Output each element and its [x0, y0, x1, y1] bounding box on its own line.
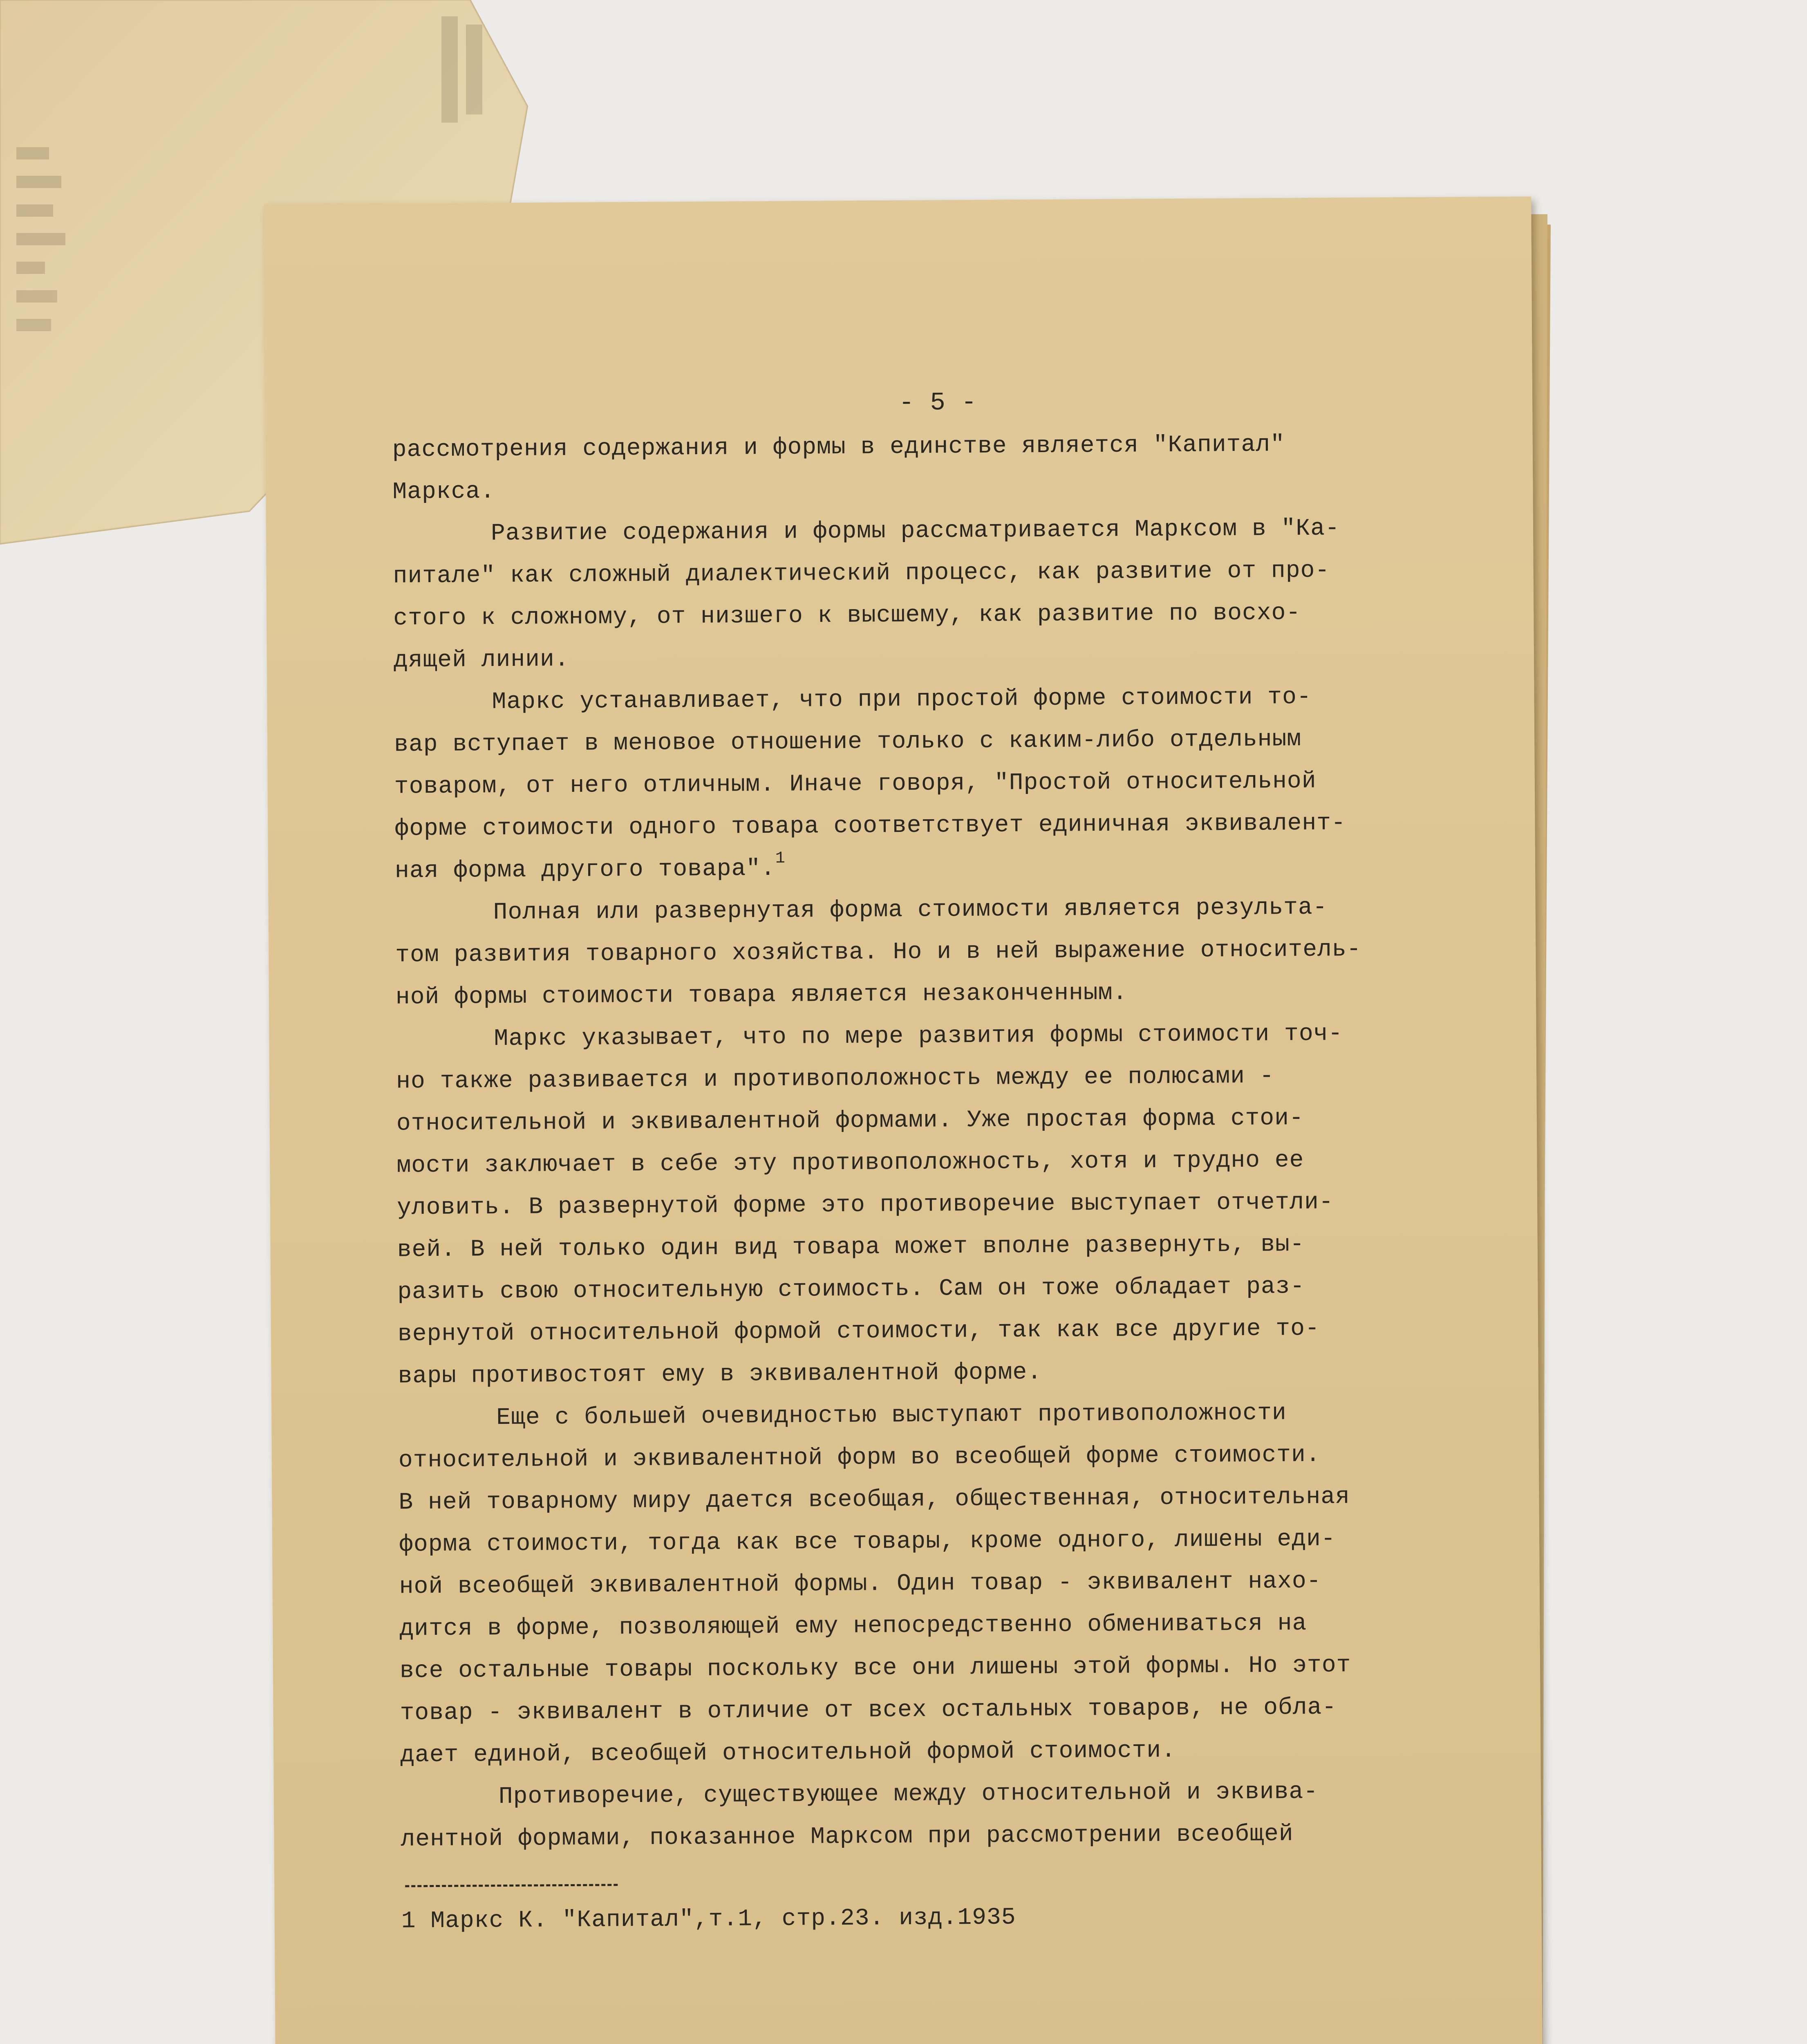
text-line: но также развивается и противоположность между ее полюсами - — [396, 1063, 1274, 1095]
text-line: Развитие содержания и формы рассматривается Марксом в "Ка- — [490, 515, 1340, 547]
text-line: форме стоимости одного товара соответствует единичная эквивалент- — [394, 810, 1346, 843]
text-line: Еще с большей очевидностью выступают противоположности — [496, 1400, 1287, 1432]
text-line: дится в форме, позволяющей ему непосредственно обмениваться на — [399, 1610, 1307, 1643]
text-line: дящей линии. — [393, 646, 569, 674]
text-line: Маркс устанавливает, что при простой форме стоимости то- — [492, 684, 1312, 716]
text-line: относительной и эквивалентной форм во всеобщей форме стоимости. — [398, 1441, 1321, 1474]
typed-page — [264, 197, 1543, 2044]
text-line: дает единой, всеобщей относительной формой стоимости. — [400, 1737, 1176, 1769]
text-line: рассмотрения содержания и формы в единстве является "Капитал" — [392, 431, 1285, 464]
text-line: товаром, от него отличным. Иначе говоря, "Простой относительной — [394, 768, 1317, 800]
text-line: вар вступает в меновое отношение только с каким-либо отдельным — [394, 726, 1302, 758]
text-line: ной формы стоимости товара является незаконченным. — [395, 979, 1128, 1011]
text-line: стого к сложному, от низшего к высшему, как развитие по восхо- — [393, 600, 1301, 632]
text-line: лентной формами, показанное Марксом при рассмотрении всеобщей — [401, 1821, 1294, 1853]
text-line: Полная или развернутая форма стоимости является результа- — [493, 894, 1328, 926]
text-line: вернутой относительной формой стоимости, так как все другие то- — [397, 1315, 1320, 1348]
text-line: мости заключает в себе эту противоположность, хотя и трудно ее — [396, 1147, 1304, 1179]
text-line: товар - эквивалент в отличие от всех остальных товаров, не обла- — [400, 1694, 1337, 1727]
text-line: ная форма другого товара".$^1$ — [394, 849, 786, 885]
text-line: вей. В ней только один вид товара может вполне развернуть, вы- — [397, 1231, 1305, 1264]
text-line: все остальные товары поскольку все они лишены этой формы. Но этот — [399, 1652, 1351, 1685]
text-line: Противоречие, существующее между относительной и эквива- — [498, 1778, 1319, 1811]
text-line: питале" как сложный диалектический процесс, как развитие от про- — [393, 557, 1330, 590]
text-line: ной всеобщей эквивалентной формы. Один товар - эквивалент нахо- — [399, 1568, 1321, 1600]
text-line: В ней товарному миру дается всеобщая, общественная, относительная — [399, 1484, 1350, 1516]
text-line: Маркса. — [392, 478, 495, 506]
text-line: Маркс указывает, что по мере развития формы стоимости точ- — [494, 1020, 1343, 1053]
text-line: уловить. В развернутой форме это противоречие выступает отчетли- — [396, 1189, 1334, 1221]
text-line: разить свою относительную стоимость. Сам он тоже обладает раз- — [397, 1273, 1305, 1306]
text-line: вары противостоят ему в эквивалентной форме. — [398, 1359, 1042, 1390]
footnote-divider — [405, 1884, 618, 1887]
footnote: 1 Маркс К. "Капитал",т.1, стр.23. изд.1935 — [401, 1904, 1016, 1935]
text-line: том развития товарного хозяйства. Но и в ней выражение относитель- — [395, 936, 1361, 969]
text-line: относительной и эквивалентной формами. Уже простая форма стои- — [396, 1105, 1304, 1137]
page-number: - 5 - — [898, 388, 977, 418]
footnote-marker: 1 — [775, 849, 786, 868]
page-text-block — [392, 385, 1516, 1935]
text-line: форма стоимости, тогда как все товары, кроме одного, лишены еди- — [399, 1526, 1336, 1558]
